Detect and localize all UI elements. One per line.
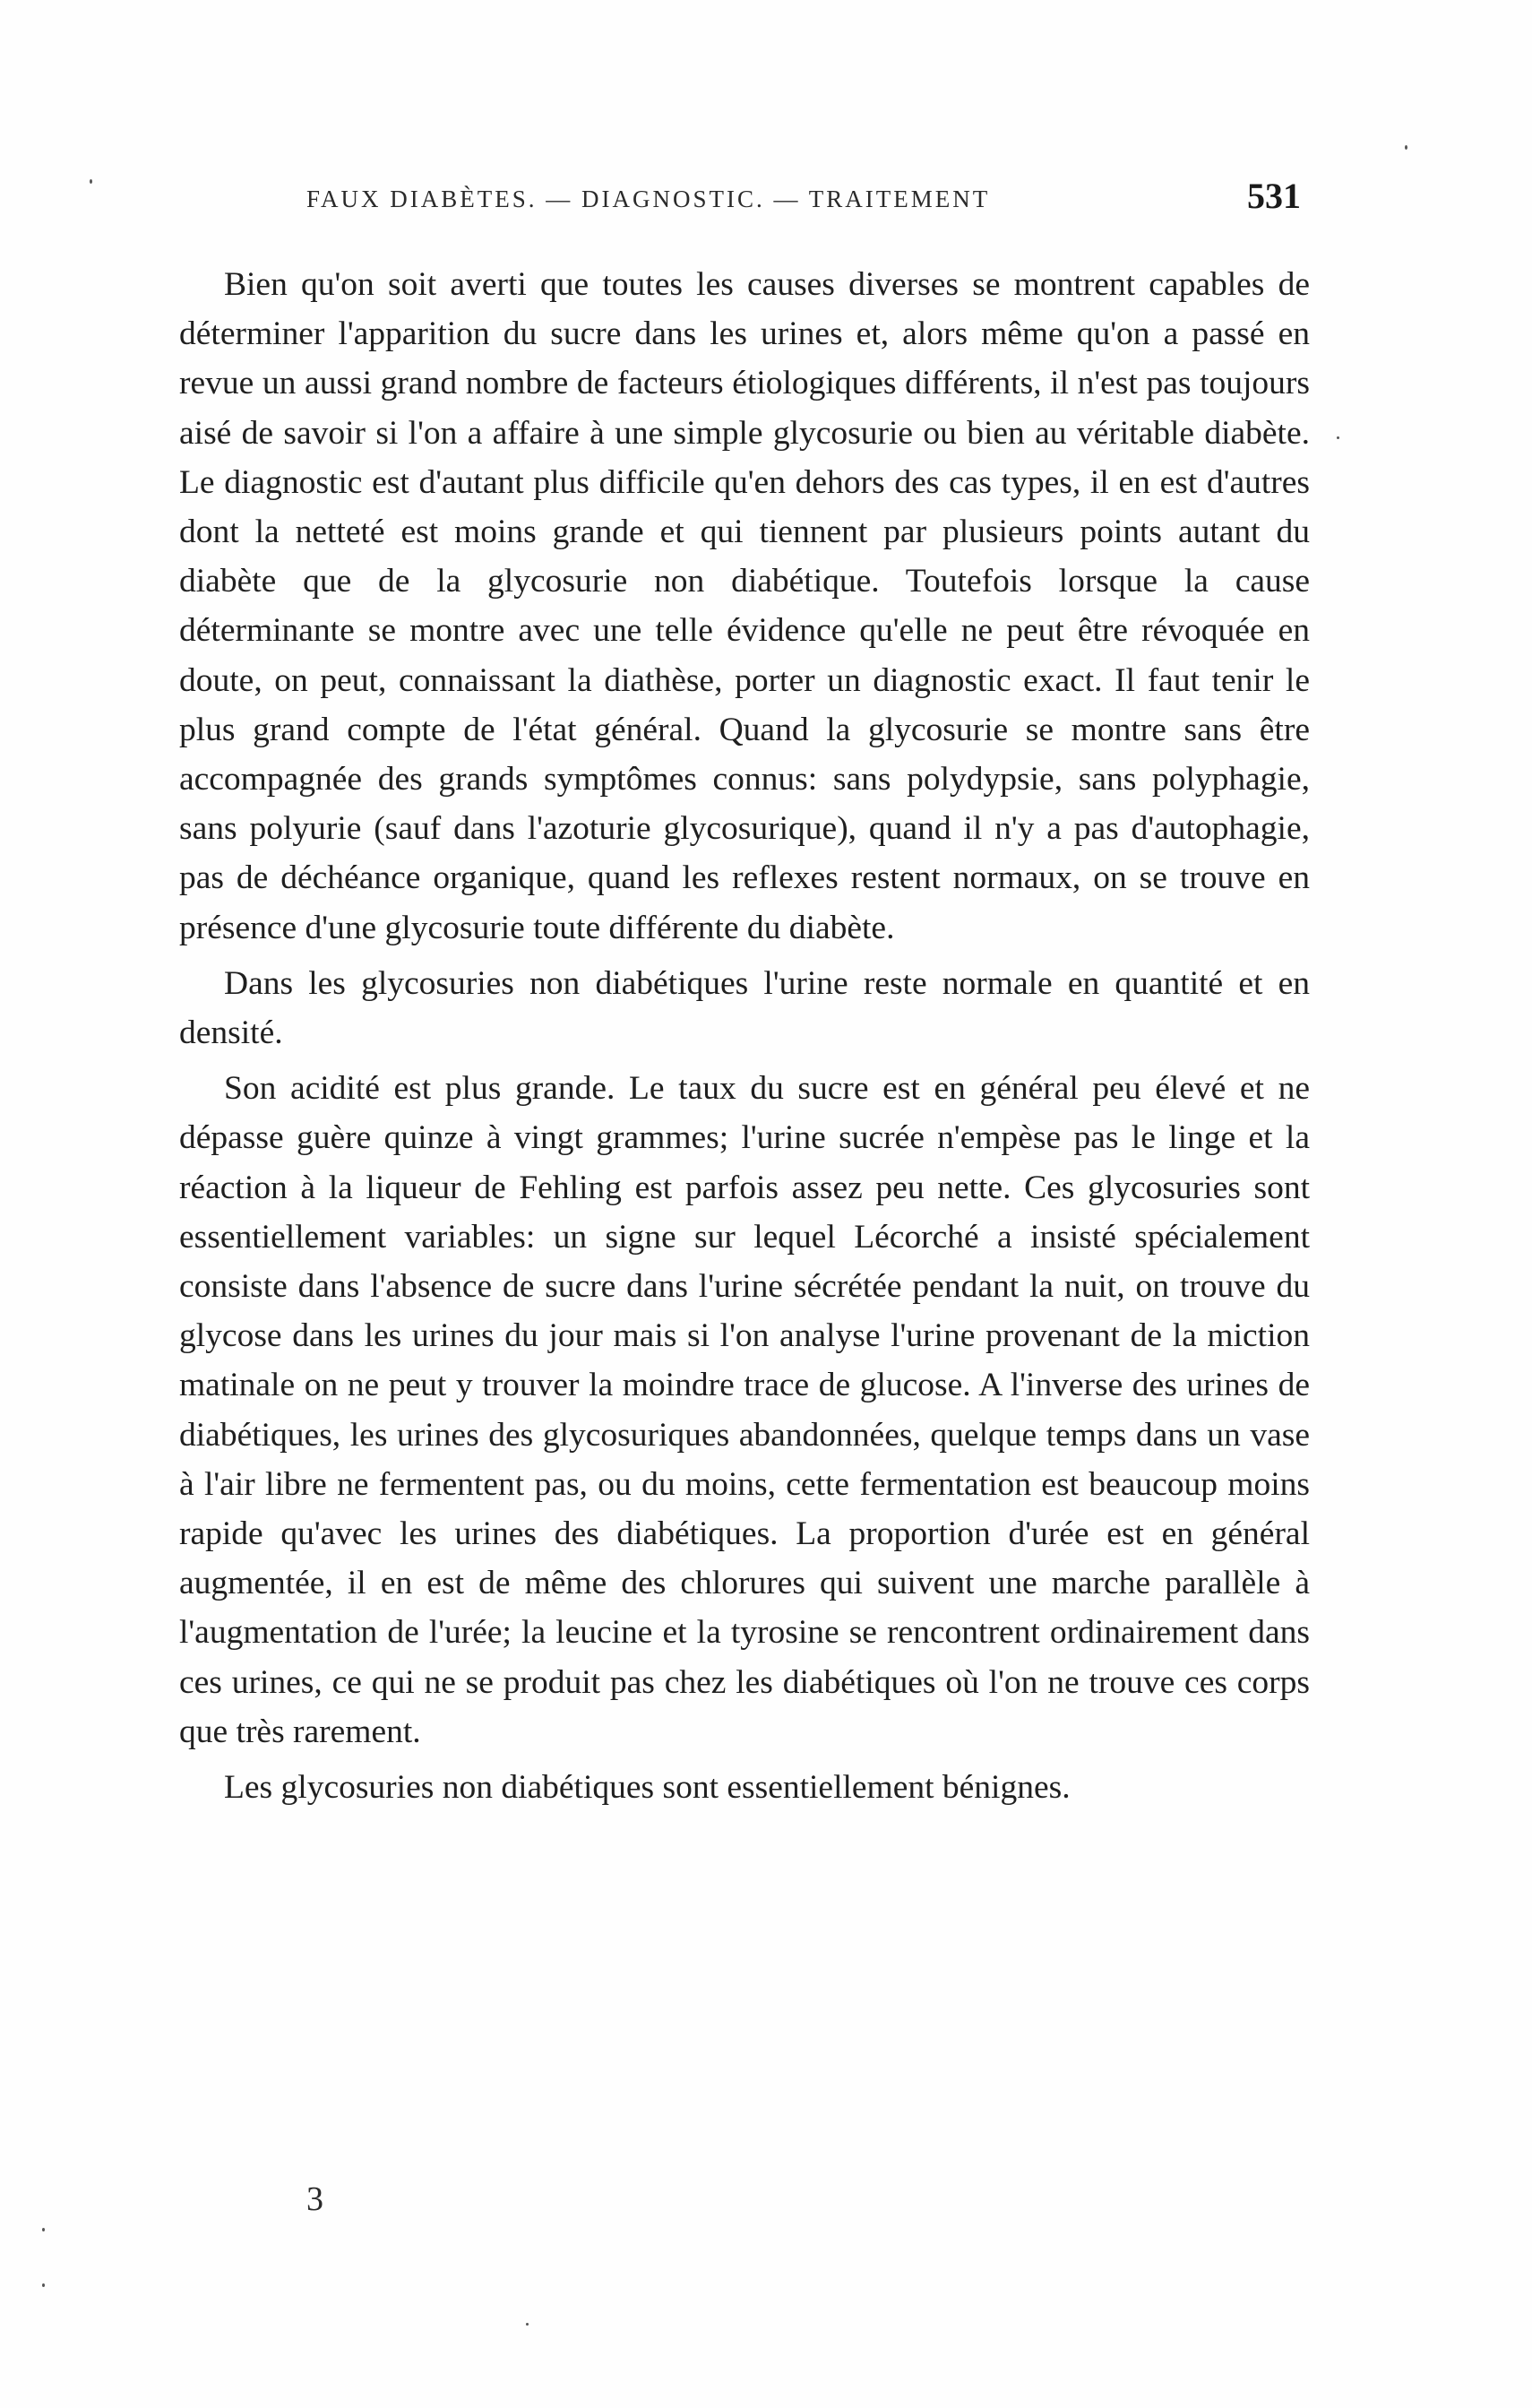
- paragraph: Dans les glycosuries non diabétiques l'urine reste normale en quantité et en densité.: [179, 964, 1310, 1052]
- scan-speck: [526, 2323, 529, 2326]
- paragraph: Son acidité est plus grande. Le taux du sucre est en général peu élevé et ne dépasse guère quinze à vingt grammes; l'urine sucrée n'empèse pas le linge et la réaction à la liqueur de Fehling est parfois assez peu nette. Ces glycosuries sont essentiellement variables: un signe sur lequel Lécorché a insisté spécialement consiste dans l'absence de sucre dans l'urine sécrétée pendant la nuit, on trouve du glycose dans les urines du jour mais si l'on analyse l'urine provenant de la miction matinale on ne peut y trouver la moindre trace de glucose. A l'inverse des urines de diabétiques, les urines des glycosuriques abandonnées, quelque temps dans un vase à l'air libre ne fermentent pas, ou du moins, cette fermentation est beaucoup moins rapide qu'avec les urines des diabétiques. La proportion d'urée est en général augmentée, il en est de même des chlorures qui suivent une marche parallèle à l'augmentation de l'urée; la leucine et la tyrosine se rencontrent ordinairement dans ces urines, ce qui ne se produit pas chez les diabétiques où l'on ne trouve ces corps que très rarement.: [179, 1070, 1310, 1750]
- body-text: [179, 260, 1310, 1818]
- running-title: FAUX DIABÈTES. — DIAGNOSTIC. — TRAITEMENT: [306, 186, 991, 212]
- scan-speck: [1337, 436, 1339, 439]
- scan-speck: [42, 2228, 45, 2231]
- paragraph: Bien qu'on soit averti que toutes les causes diverses se montrent capables de déterminer l'apparition du sucre dans les urines et, alors même qu'on a passé en revue un aussi grand nombre de facteurs étiologiques différents, il n'est pas toujours aisé de savoir si l'on a affaire à une simple glycosurie ou bien au véritable diabète. Le diagnostic est d'autant plus difficile qu'en dehors des cas types, il en est d'autres dont la netteté est moins grande et qui tiennent par plusieurs points autant du diabète que de la glycosurie non diabétique. Toutefois lorsque la cause déterminante se montre avec une telle évidence qu'elle ne peut être révoquée en doute, on peut, connaissant la diathèse, porter un diagnostic exact. Il faut tenir le plus grand compte de l'état général. Quand la glycosurie se montre sans être accompagnée des grands symptômes connus: sans polydypsie, sans polyphagie, sans polyurie (sauf dans l'azoturie glycosurique), quand il n'y a pas d'autophagie, pas de déchéance organique, quand les reflexes restent normaux, on se trouve en présence d'une glycosurie toute différente du diabète.: [179, 266, 1310, 946]
- scan-speck: [42, 2283, 45, 2287]
- signature-mark: 3: [306, 2180, 323, 2218]
- scan-speck: [1405, 145, 1407, 150]
- scan-speck: [90, 179, 92, 184]
- page-number: 531: [1247, 176, 1301, 216]
- page-header: [306, 175, 1301, 229]
- paragraph: Les glycosuries non diabétiques sont essentiellement bénignes.: [224, 1769, 1071, 1807]
